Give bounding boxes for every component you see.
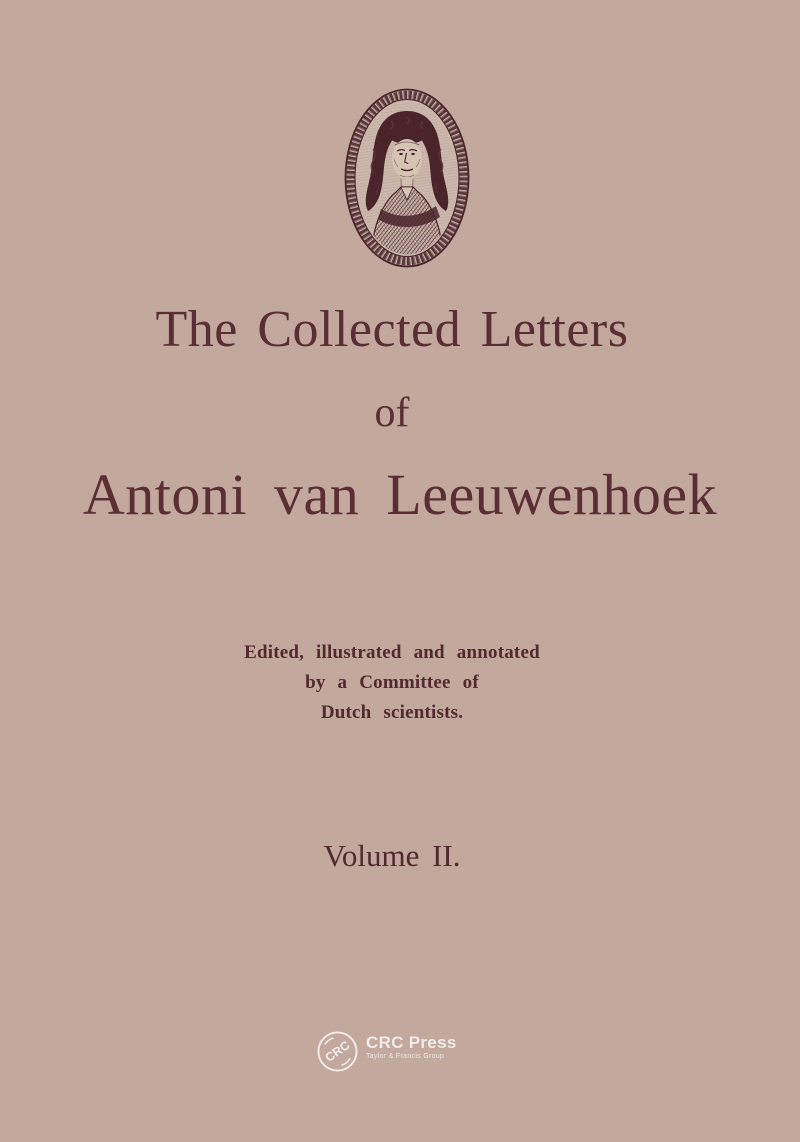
book-title-line-3: Antoni van Leeuwenhoek [82,462,718,527]
crc-press-logo [316,1030,457,1073]
book-title-line-2: of [374,390,410,436]
byline-line-2: by a Committee of [305,672,479,693]
publisher-name: CRC Press [366,1033,457,1052]
crc-badge-text: CRC [322,1038,353,1065]
byline [0,638,784,728]
book-title-line-1: The Collected Letters [155,301,629,358]
leeuwenhoek-portrait-medallion-icon [343,87,471,269]
volume-label: Volume II. [323,838,461,873]
publisher-text [366,1030,457,1061]
crc-badge-icon [316,1030,359,1073]
publisher-group: Taylor & Francis Group [366,1053,445,1060]
byline-line-1: Edited, illustrated and annotated [244,642,540,663]
byline-line-3: Dutch scientists. [320,702,464,723]
